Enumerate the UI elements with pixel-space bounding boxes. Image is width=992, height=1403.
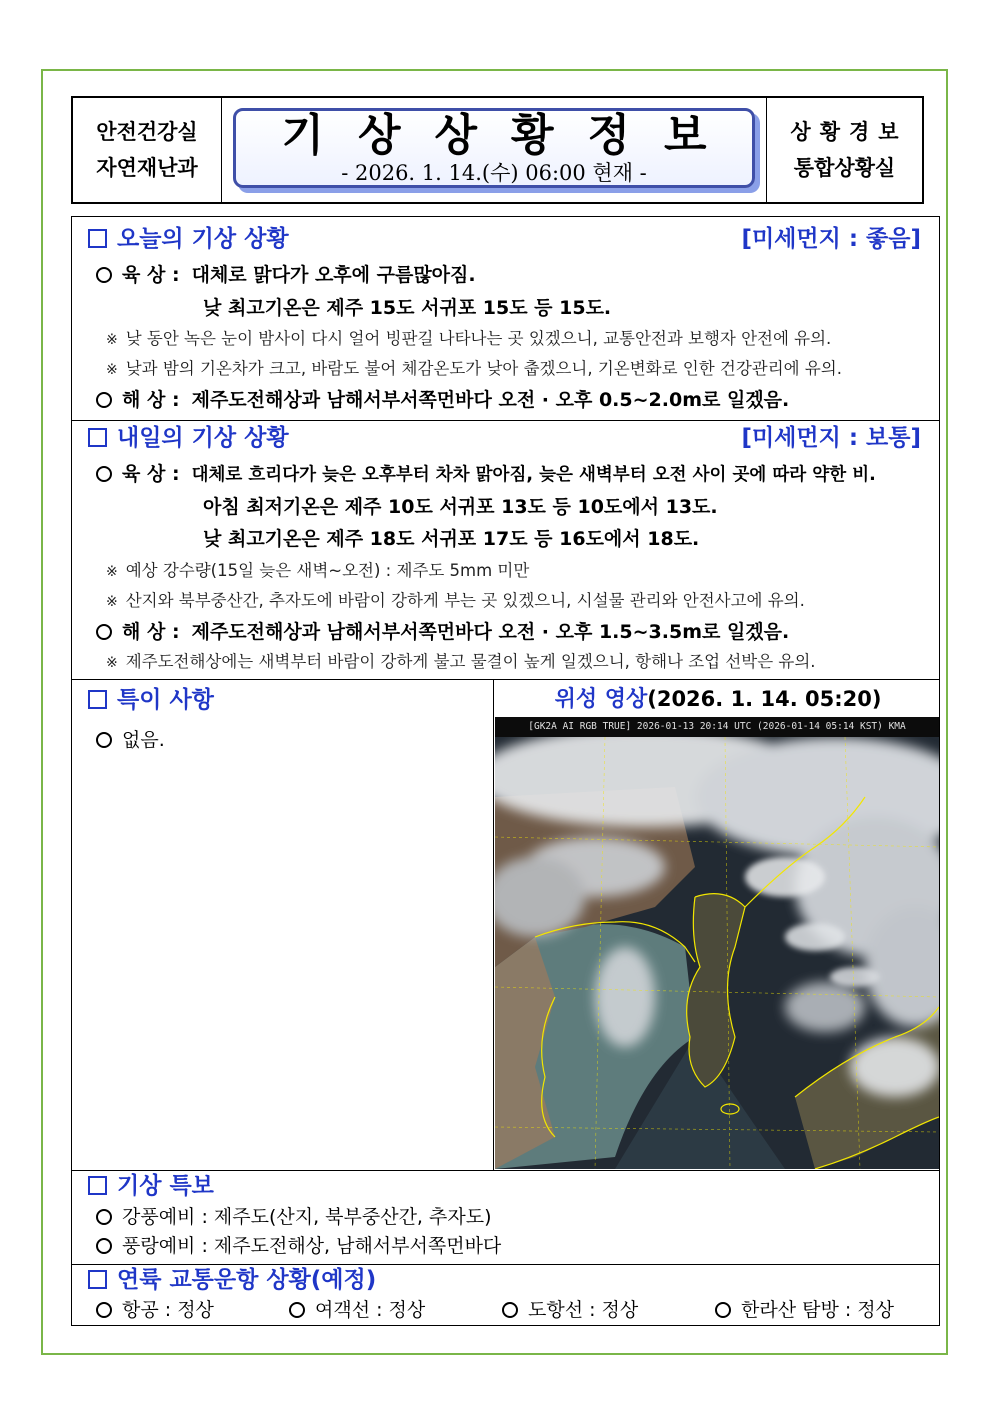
checkbox-icon	[88, 690, 107, 709]
department-line2: 자연재난과	[96, 156, 198, 180]
warning-item2: 풍랑예비 : 제주도전해상, 남해서부서쪽먼바다	[96, 1233, 501, 1259]
warning-item1: 강풍예비 : 제주도(산지, 북부중산간, 추자도)	[96, 1204, 491, 1230]
report-date: - 2026. 1. 14.(수) 06:00 현재 -	[341, 161, 647, 185]
today-land-line1: 육 상 : 대체로 맑다가 오후에 구름많아짐.	[96, 262, 476, 288]
satellite-title: 위성 영상(2026. 1. 14. 05:20)	[554, 687, 882, 712]
office-line1: 상황경보	[790, 120, 908, 144]
circle-bullet-icon	[715, 1302, 731, 1318]
circle-bullet-icon	[502, 1302, 518, 1318]
note-mark-icon: ※	[106, 362, 118, 378]
checkbox-icon	[88, 1270, 107, 1289]
circle-bullet-icon	[96, 466, 112, 482]
today-note2: ※ 낮과 밤의 기온차가 크고, 바람도 불어 체감온도가 낮아 춥겠으니, 기온변화로 인한 건강관리에 유의.	[106, 359, 842, 378]
note-mark-icon: ※	[106, 594, 118, 610]
department-line1: 안전건강실	[96, 120, 198, 144]
today-sea-line: 해 상 : 제주도전해상과 남해서부서쪽먼바다 오전 · 오후 0.5~2.0m로 일겠음.	[96, 387, 789, 413]
note-mark-icon: ※	[106, 564, 118, 580]
transport-hallasan: 한라산 탐방 : 정상	[715, 1297, 894, 1323]
today-section-title: 오늘의 기상 상황	[88, 225, 289, 253]
tomorrow-note1: ※ 예상 강수량(15일 늦은 새벽~오전) : 제주도 5mm 미만	[106, 561, 530, 580]
report-title: 기상상황정보	[281, 110, 741, 161]
report-header	[71, 96, 924, 204]
circle-bullet-icon	[289, 1302, 305, 1318]
circle-bullet-icon	[96, 1302, 112, 1318]
tomorrow-note3: ※ 제주도전해상에는 새벽부터 바람이 강하게 불고 물결이 높게 일겠으니, 항해나 조업 선박은 유의.	[106, 652, 816, 671]
satellite-caption: [GK2A AI RGB TRUE] 2026-01-13 20:14 UTC (2026-01-14 05:14 KST) KMA	[495, 717, 939, 737]
tomorrow-land-line1: 육 상 : 대체로 흐리다가 늦은 오후부터 차차 맑아짐, 늦은 새벽부터 오전 사이 곳에 따라 약한 비.	[96, 461, 876, 488]
department-block	[73, 98, 222, 202]
circle-bullet-icon	[96, 1238, 112, 1254]
special-section-title: 특이 사항	[88, 686, 214, 714]
special-item: 없음.	[96, 727, 165, 753]
checkbox-icon	[88, 428, 107, 447]
tomorrow-note2: ※ 산지와 북부중산간, 추자도에 바람이 강하게 부는 곳 있겠으니, 시설물 관리와 안전사고에 유의.	[106, 591, 805, 610]
tomorrow-land-line3: 낮 최고기온은 제주 18도 서귀포 17도 등 16도에서 18도.	[203, 528, 700, 550]
note-mark-icon: ※	[106, 655, 118, 671]
circle-bullet-icon	[96, 732, 112, 748]
today-note1: ※ 낮 동안 녹은 눈이 밤사이 다시 얼어 빙판길 나타나는 곳 있겠으니, 교통안전과 보행자 안전에 유의.	[106, 329, 832, 348]
transport-air: 항공 : 정상	[96, 1297, 214, 1323]
tomorrow-section-title: 내일의 기상 상황	[88, 424, 289, 452]
note-mark-icon: ※	[106, 332, 118, 348]
transport-island-ferry: 도항선 : 정상	[502, 1297, 638, 1323]
office-block	[766, 98, 922, 202]
circle-bullet-icon	[96, 1209, 112, 1225]
warnings-section-title: 기상 특보	[88, 1172, 214, 1200]
circle-bullet-icon	[96, 267, 112, 283]
tomorrow-fine-dust: [미세먼지 : 보통]	[741, 425, 921, 451]
today-land-line2: 낮 최고기온은 제주 15도 서귀포 15도 등 15도.	[203, 297, 612, 319]
transport-ferry: 여객선 : 정상	[289, 1297, 425, 1323]
transport-section-title: 연륙 교통운항 상황(예정)	[88, 1266, 376, 1294]
checkbox-icon	[88, 1176, 107, 1195]
satellite-image	[495, 717, 939, 1169]
tomorrow-sea-line: 해 상 : 제주도전해상과 남해서부서쪽먼바다 오전 · 오후 1.5~3.5m로 일겠음.	[96, 619, 789, 645]
tomorrow-land-line2: 아침 최저기온은 제주 10도 서귀포 13도 등 10도에서 13도.	[203, 496, 718, 518]
weather-table	[71, 216, 940, 1326]
title-box	[233, 108, 755, 188]
office-line2: 통합상황실	[793, 156, 896, 180]
today-fine-dust: [미세먼지 : 좋음]	[741, 226, 921, 252]
circle-bullet-icon	[96, 624, 112, 640]
checkbox-icon	[88, 229, 107, 248]
circle-bullet-icon	[96, 392, 112, 408]
satellite-map-graphic	[495, 737, 939, 1169]
